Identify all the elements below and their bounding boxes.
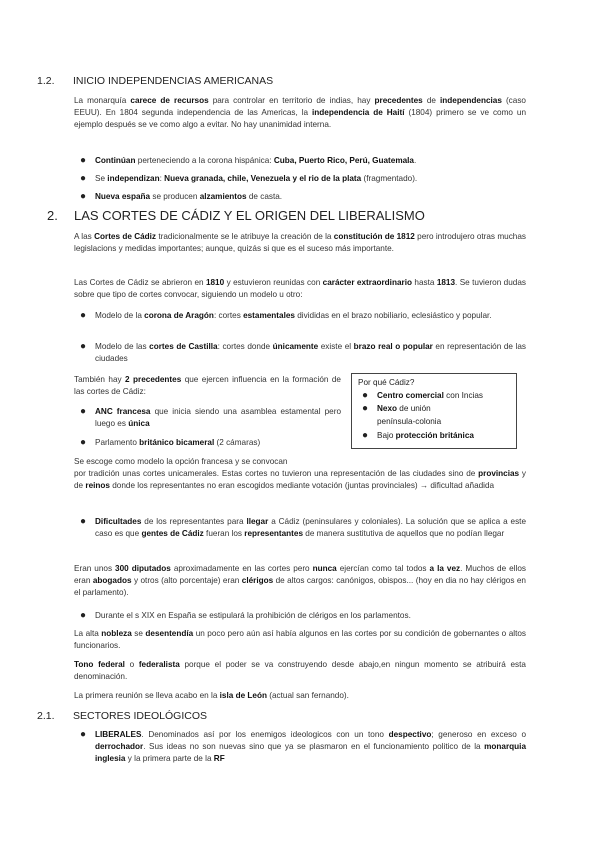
list-item: ● Modelo de las cortes de Castilla: cortes donde únicamente existe el brazo real o popular en representación de las ciudades (80, 341, 526, 363)
section-heading-1-2 (37, 75, 273, 87)
paragraph: A las Cortes de Cádiz tradicionalmente se le atribuye la creación de la constitución de 1812 pero introdujero otras muchas legislacions y medidas importantes; aunque, quizás si que es el suceso más importante. (74, 232, 527, 253)
list-item: ● Continúan perteneciendo a la corona hispánica: Cuba, Puerto Rico, Perú, Guatemala. (80, 155, 417, 166)
bullet-icon: ● (80, 155, 87, 166)
note-item-continuation: península-colonia (377, 417, 442, 426)
paragraph: Las Cortes de Cádiz se abrieron en 1810 y estuvieron reunidas con carácter extraordinario hasta 1813. Se tuvieron dudas sobre que tipo de cortes convocar, siguiendo un modelo u otro: (74, 278, 526, 299)
bullet-icon: ● (80, 406, 87, 417)
list-item: ● Dificultades de los representantes para llegar a Cádiz (peninsulares y coloniales). La solución que se aplica a este caso es que gentes de Cádiz fueran los representantes de manera sustitutiva de aquellos que no podían llegar (80, 516, 526, 538)
note-title: Por qué Cádiz? (358, 378, 415, 387)
section-title: LAS CORTES DE CÁDIZ Y EL ORIGEN DEL LIBERALISMO (74, 208, 425, 223)
paragraph: Eran unos 300 diputados aproximadamente en las cortes pero nunca ejercían como tal todos a la vez. Muchos de ellos eran abogados y otros (alto porcentaje) eran clérigos de altos cargos: canónigos, obispos... (hoy en dia no hay clérigos en el parlamento). (74, 564, 526, 597)
bullet-icon: ● (80, 516, 87, 527)
list-item: ● LIBERALES. Denominados así por los enemigos ideologicos con un tono despectivo; generoso en exceso o derrochador. Sus ideas no son nuevas sino que ya se plasmaron en el funcionamiento politico de la monarquia inglesia y la primera parte de la RF (80, 729, 526, 763)
bullet-icon: ● (80, 437, 87, 448)
list-item: ● Se independizan: Nueva granada, chile, Venezuela y el rio de la plata (fragmentado). (80, 173, 418, 184)
bullet-icon: ● (80, 173, 87, 184)
paragraph: También hay 2 precedentes que ejercen influencia en la formación de las cortes de Cádiz: (74, 375, 341, 396)
list-item: ● Nueva españa se producen alzamientos de casta. (80, 191, 283, 202)
paragraph: La primera reunión se lleva acabo en la isla de León (actual san fernando). (74, 691, 349, 700)
section-number: 2.1. (37, 710, 55, 722)
bullet-icon: ● (80, 610, 87, 621)
note-item: ● Centro comercial con Incias (362, 390, 484, 401)
paragraph: La alta nobleza se desentendía un poco pero aún así había algunos en las cortes por su condición de gobernantes o altos funcionarios. (74, 629, 527, 650)
section-title: INICIO INDEPENDENCIAS AMERICANAS (73, 75, 274, 87)
section-number: 1.2. (37, 75, 55, 87)
section-heading-2-1 (37, 710, 207, 722)
list-item: ● Modelo de la corona de Aragón: cortes estamentales divididas en el brazo nobiliario, eclesiástico y popular. (80, 310, 492, 321)
list-item: ● ANC francesa que inicia siendo una asamblea estamental pero luego es única (80, 406, 342, 428)
bullet-icon: ● (80, 191, 87, 202)
paragraph: La monarquía carece de recursos para controlar en territorio de indias, hay precedentes de independencias (caso EEUU). En 1804 segunda independencia de las Americas, la independencia de Haití (1804) primero se ve como un ejemplo después se ve como algo a evitar. No hay unanimidad interna. (74, 96, 527, 129)
bullet-icon: ● (80, 729, 87, 740)
section-title: SECTORES IDEOLÓGICOS (73, 710, 208, 722)
note-item: ● Bajo protección británica (362, 430, 474, 441)
list-item: ● Parlamento británico bicameral (2 cámaras) (80, 437, 261, 448)
bullet-icon: ● (362, 430, 369, 441)
paragraph: Tono federal o federalista porque el poder se va construyendo desde abajo,en ningun momento se atribuirá esta denominación. (74, 660, 526, 681)
bullet-icon: ● (362, 403, 369, 414)
note-item: ● Nexo de unión (362, 403, 431, 414)
bullet-icon: ● (80, 310, 87, 321)
note-box (351, 373, 517, 449)
bullet-icon: ● (362, 390, 369, 401)
section-number: 2. (47, 208, 58, 223)
paragraph: Se escoge como modelo la opción francesa y se convocan por tradición unas cortes unicamerales. Estas cortes no tuvieron una representación de las ciudades sino de provincias y de reinos donde los representantes no eran escogidos mediante votación (juntas provinciales) → dificultad añadida (74, 457, 527, 490)
list-item: ● Durante el s XIX en España se estipulará la prohibición de clérigos en los parlamentos. (80, 610, 411, 621)
section-heading-2 (47, 208, 425, 223)
bullet-icon: ● (80, 341, 87, 352)
